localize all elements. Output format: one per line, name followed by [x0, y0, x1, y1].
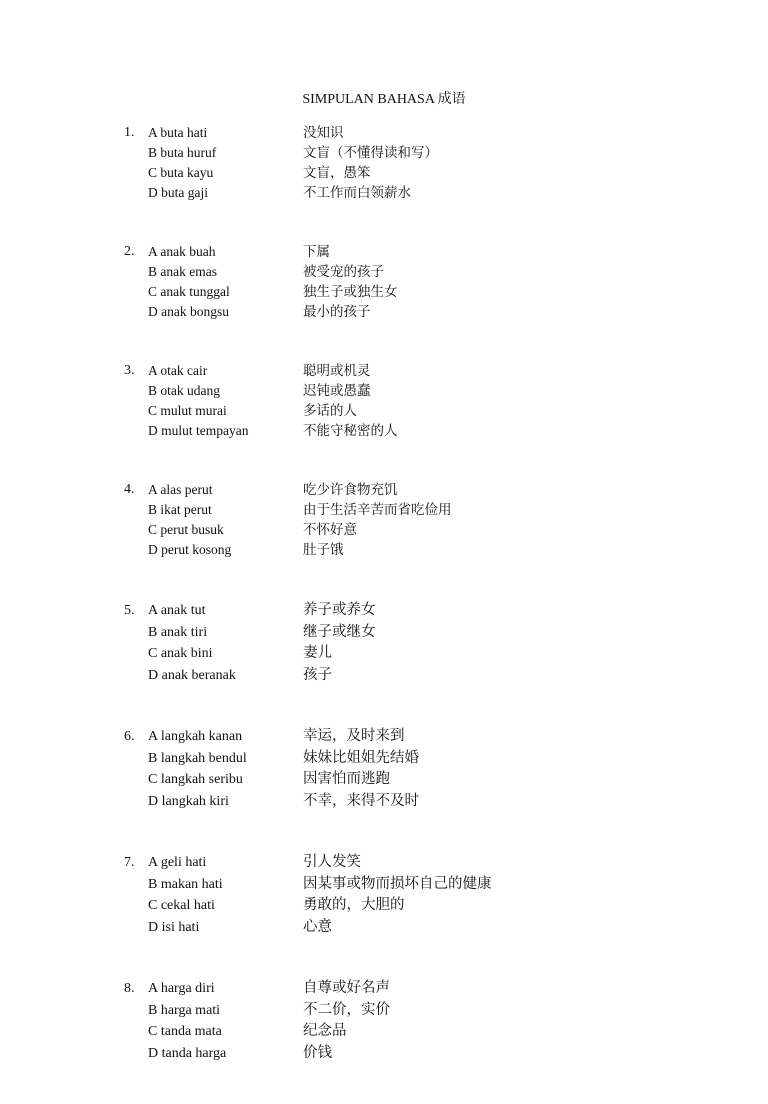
idiom-row — [0, 1021, 768, 1043]
malay-idiom: D perut kosong — [148, 542, 232, 557]
malay-idiom: A otak cair — [148, 363, 208, 378]
question-group-6 — [0, 726, 768, 812]
question-number: 7. — [124, 855, 135, 870]
malay-idiom: B anak tiri — [148, 624, 208, 640]
malay-idiom: B langkah bendul — [148, 750, 247, 766]
malay-idiom: D mulut tempayan — [148, 423, 249, 438]
question-group-1 — [0, 123, 768, 203]
idiom-row — [0, 917, 768, 939]
chinese-meaning: 被受宠的孩子 — [303, 264, 384, 279]
malay-idiom: C anak bini — [148, 646, 213, 661]
chinese-meaning: 文盲，愚笨 — [303, 165, 371, 180]
question-group-5 — [0, 600, 768, 686]
idiom-row — [0, 500, 768, 520]
malay-idiom: B buta huruf — [148, 145, 217, 160]
chinese-meaning: 养子或养女 — [303, 602, 376, 618]
idiom-row — [0, 748, 768, 770]
chinese-meaning: 不怀好意 — [303, 522, 357, 537]
malay-idiom: C langkah seribu — [148, 772, 243, 787]
idiom-row — [0, 622, 768, 644]
question-number: 5. — [124, 603, 135, 618]
chinese-meaning: 因某事或物而损坏自己的健康 — [303, 875, 492, 892]
idiom-row — [0, 643, 768, 665]
chinese-meaning: 不幸，来得不及时 — [303, 792, 419, 809]
question-number: 8. — [124, 981, 135, 996]
question-group-4 — [0, 480, 768, 560]
question-number: 2. — [124, 244, 135, 259]
malay-idiom: B harga mati — [148, 1002, 221, 1018]
idiom-row — [0, 302, 768, 322]
chinese-meaning: 没知识 — [303, 125, 344, 140]
idiom-row — [0, 421, 768, 441]
chinese-meaning: 妻儿 — [303, 645, 332, 661]
chinese-meaning: 勇敢的，大胆的 — [303, 897, 405, 913]
idiom-row — [0, 242, 768, 262]
chinese-meaning: 孩子 — [303, 666, 332, 683]
malay-idiom: D tanda harga — [148, 1045, 227, 1061]
chinese-meaning: 自尊或好名声 — [303, 980, 390, 996]
idiom-row — [0, 163, 768, 183]
chinese-meaning: 文盲（不懂得读和写） — [303, 145, 438, 160]
question-group-7 — [0, 852, 768, 938]
idiom-row — [0, 282, 768, 302]
chinese-meaning: 聪明或机灵 — [303, 363, 371, 378]
chinese-meaning: 妹妹比姐姐先结婚 — [303, 749, 419, 766]
malay-idiom: B makan hati — [148, 876, 223, 892]
chinese-meaning: 肚子饿 — [303, 542, 344, 557]
chinese-meaning: 引人发笑 — [303, 854, 361, 870]
chinese-meaning: 由于生活辛苦而省吃俭用 — [303, 502, 452, 517]
malay-idiom: A geli hati — [148, 855, 207, 870]
chinese-meaning: 独生子或独生女 — [303, 284, 398, 299]
chinese-meaning: 吃少许食物充饥 — [303, 482, 398, 497]
chinese-meaning: 价钱 — [303, 1044, 332, 1061]
idiom-row — [0, 791, 768, 813]
malay-idiom: B ikat perut — [148, 502, 212, 517]
idiom-row — [0, 540, 768, 560]
malay-idiom: C buta kayu — [148, 165, 214, 180]
question-number: 4. — [124, 482, 135, 497]
malay-idiom: C cekal hati — [148, 898, 215, 913]
chinese-meaning: 不能守秘密的人 — [303, 423, 398, 438]
chinese-meaning: 不二价，实价 — [303, 1001, 390, 1018]
idiom-row — [0, 143, 768, 163]
chinese-meaning: 心意 — [303, 918, 332, 935]
malay-idiom: C mulut murai — [148, 403, 227, 418]
idiom-row — [0, 874, 768, 896]
malay-idiom: A anak buah — [148, 244, 216, 259]
malay-idiom: D anak beranak — [148, 667, 236, 683]
idiom-row — [0, 895, 768, 917]
chinese-meaning: 纪念品 — [303, 1023, 347, 1039]
malay-idiom: B otak udang — [148, 383, 220, 398]
chinese-meaning: 多话的人 — [303, 403, 357, 418]
idiom-row — [0, 361, 768, 381]
question-number: 1. — [124, 125, 135, 140]
idiom-list — [0, 123, 768, 1104]
idiom-row — [0, 401, 768, 421]
chinese-meaning: 因害怕而逃跑 — [303, 771, 390, 787]
idiom-row — [0, 1000, 768, 1022]
malay-idiom: C anak tunggal — [148, 284, 230, 299]
chinese-meaning: 迟钝或愚蠢 — [303, 383, 371, 398]
chinese-meaning: 继子或继女 — [303, 623, 376, 640]
idiom-row — [0, 769, 768, 791]
question-group-3 — [0, 361, 768, 441]
chinese-meaning: 下属 — [303, 244, 330, 259]
chinese-meaning: 幸运，及时来到 — [303, 728, 405, 744]
question-group-2 — [0, 242, 768, 322]
idiom-row — [0, 381, 768, 401]
malay-idiom: A alas perut — [148, 482, 213, 497]
malay-idiom: C perut busuk — [148, 522, 224, 537]
question-group-8 — [0, 978, 768, 1064]
malay-idiom: D langkah kiri — [148, 793, 229, 809]
question-number: 6. — [124, 729, 135, 744]
malay-idiom: B anak emas — [148, 264, 217, 279]
idiom-row — [0, 520, 768, 540]
idiom-row — [0, 183, 768, 203]
idiom-row — [0, 123, 768, 143]
idiom-row — [0, 852, 768, 874]
idiom-row — [0, 726, 768, 748]
document-title: SIMPULAN BAHASA 成语 — [302, 92, 466, 107]
idiom-row — [0, 480, 768, 500]
malay-idiom: A langkah kanan — [148, 729, 243, 744]
malay-idiom: C tanda mata — [148, 1024, 222, 1039]
malay-idiom: A harga diri — [148, 981, 215, 996]
idiom-row — [0, 665, 768, 687]
malay-idiom: A buta hati — [148, 125, 208, 140]
malay-idiom: D anak bongsu — [148, 304, 229, 319]
idiom-row — [0, 600, 768, 622]
malay-idiom: D isi hati — [148, 919, 200, 935]
idiom-row — [0, 262, 768, 282]
idiom-row — [0, 978, 768, 1000]
idiom-row — [0, 1043, 768, 1065]
chinese-meaning: 最小的孩子 — [303, 304, 371, 319]
malay-idiom: D buta gaji — [148, 185, 208, 200]
question-number: 3. — [124, 363, 135, 378]
malay-idiom: A anak tut — [148, 603, 206, 618]
chinese-meaning: 不工作而白领薪水 — [303, 185, 411, 200]
